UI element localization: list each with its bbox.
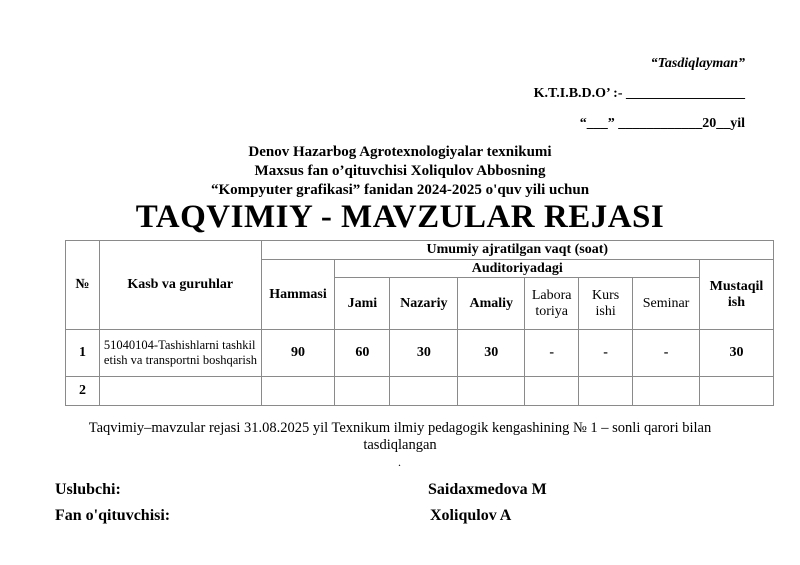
row-lab: - [525, 330, 579, 377]
row-lab [525, 377, 579, 406]
row-theory [390, 377, 458, 406]
row-seminar: - [633, 330, 700, 377]
header-course: Kurs ishi [579, 278, 633, 330]
approval-sign-line: K.T.I.B.D.O’ :- _________________ [533, 86, 745, 101]
row-group: 51040104-Tashishlarni tashkil etish va transportni boshqarish [99, 330, 261, 377]
row-total: 60 [335, 330, 390, 377]
header-lab: Labora toriya [525, 278, 579, 330]
row-all: 90 [261, 330, 335, 377]
note-dot: . [398, 455, 401, 469]
header-total: Jami [335, 278, 390, 330]
page-title: TAQVIMIY - MAVZULAR REJASI [135, 199, 665, 235]
row-number: 2 [66, 377, 100, 406]
row-independent: 30 [699, 330, 773, 377]
approval-date-line: “___” ____________20__yil [579, 116, 745, 131]
row-all [261, 377, 335, 406]
row-group [99, 377, 261, 406]
table-row [66, 330, 774, 377]
header-theory: Nazariy [390, 278, 458, 330]
subject-line: “Kompyuter grafikasi” fanidan 2024-2025 o'quv yili uchun [210, 182, 590, 198]
row-theory: 30 [390, 330, 458, 377]
approval-note-text: Taqvimiy–mavzular rejasi 31.08.2025 yil Texnikum ilmiy pedagogik kengashining № 1 – sonli qarori bilan tasdiqlangan [88, 420, 712, 453]
row-seminar [633, 377, 700, 406]
header-independent: Mustaqil ish [699, 260, 773, 330]
row-total [335, 377, 390, 406]
header-practice: Amaliy [458, 278, 525, 330]
plan-table [65, 240, 774, 406]
header-groups: Kasb va guruhlar [99, 241, 261, 330]
approval-label: “Tasdiqlayman” [650, 56, 745, 71]
row-course [579, 377, 633, 406]
header-number: № [66, 241, 100, 330]
row-practice [458, 377, 525, 406]
row-course: - [579, 330, 633, 377]
row-practice: 30 [458, 330, 525, 377]
teacher-label: Fan o'qituvchisi: [55, 507, 171, 524]
teacher-line: Maxsus fan o’qituvchisi Xoliqulov Abbosning [254, 163, 546, 179]
approval-note [0, 420, 800, 454]
institution-name: Denov Hazarbog Agrotexnologiyalar texnikumi [248, 144, 552, 160]
author-label: Uslubchi: [55, 481, 121, 498]
table-row [66, 377, 774, 406]
header-seminar: Seminar [633, 278, 700, 330]
author-name: Saidaxmedova M [428, 481, 547, 498]
row-independent [699, 377, 773, 406]
row-number: 1 [66, 330, 100, 377]
teacher-name: Xoliqulov A [430, 507, 512, 524]
header-total-time: Umumiy ajratilgan vaqt (soat) [261, 241, 773, 260]
header-auditorium: Auditoriyadagi [335, 260, 700, 278]
header-all: Hammasi [261, 260, 335, 330]
